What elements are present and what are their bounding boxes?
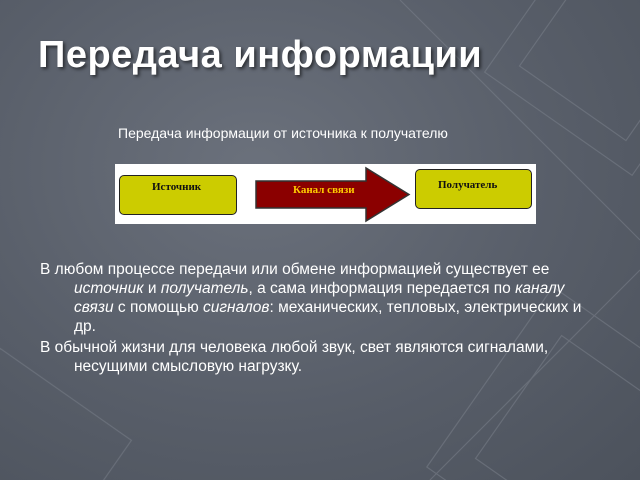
p1-text-4: с помощью bbox=[113, 299, 204, 316]
source-label: Источник bbox=[152, 181, 202, 193]
term-signals: сигналов bbox=[203, 299, 270, 316]
p1-text-3: , а сама информация передается по bbox=[248, 280, 516, 297]
diagram-caption: Передача информации от источника к получателю bbox=[118, 125, 448, 141]
channel-label: Канал связи bbox=[293, 184, 355, 196]
term-source: источник bbox=[74, 280, 144, 297]
source-box bbox=[119, 175, 237, 215]
term-channel: каналу связи bbox=[74, 280, 565, 316]
communication-diagram bbox=[115, 164, 536, 224]
receiver-box bbox=[415, 169, 532, 209]
paragraph-1 bbox=[40, 260, 600, 336]
body-text bbox=[40, 260, 600, 378]
receiver-label: Получатель bbox=[438, 179, 498, 191]
p1-text-5: : механических, тепловых, электрических и др. bbox=[74, 299, 582, 335]
slide-title: Передача информации bbox=[38, 34, 483, 76]
p1-text-2: и bbox=[143, 280, 161, 297]
paragraph-2: В обычной жизни для человека любой звук, свет являются сигналами, несущими смысловую нагрузку. bbox=[40, 339, 549, 375]
term-receiver: получатель bbox=[160, 280, 249, 297]
p1-text-1: В любом процессе передачи или обмене информацией существует ее bbox=[40, 261, 550, 278]
